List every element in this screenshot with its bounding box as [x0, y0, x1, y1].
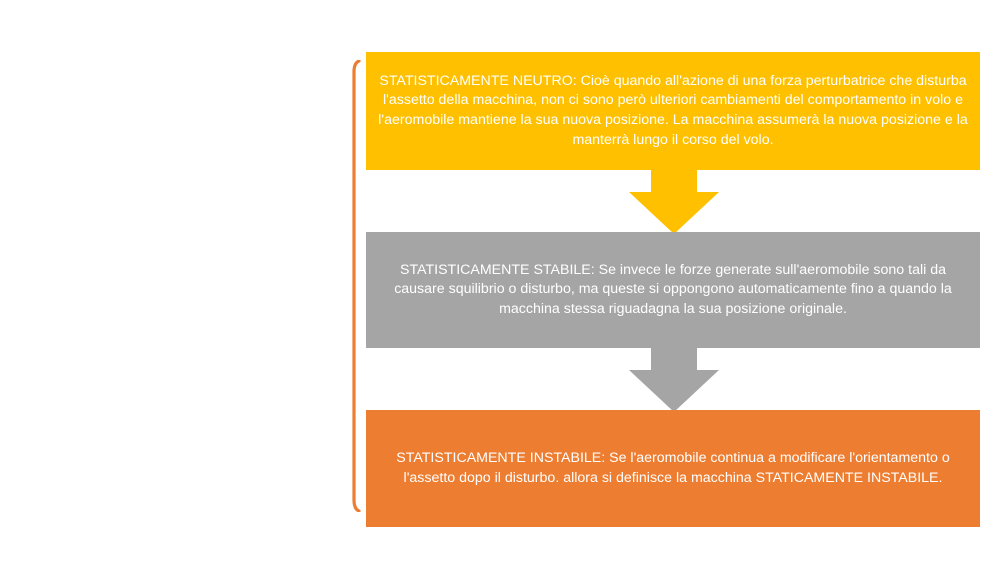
step-text-neutro: STATISTICAMENTE NEUTRO: Cioè quando all'azione di una forza perturbatrice che disturba l'assetto della macchina, non ci sono però ulteriori cambiamenti del comportamento in volo e l'aeromobile mantiene la sua nuova posizione. La macchina assumerà la nuova posizione e la manterrà lungo il corso del volo. — [378, 72, 968, 148]
step-box-stabile — [366, 232, 980, 348]
down-arrow-neutro-to-stabile — [629, 170, 719, 234]
step-box-instabile — [366, 410, 980, 527]
down-arrow-stabile-to-instabile — [629, 348, 719, 412]
step-box-neutro — [366, 52, 980, 170]
step-text-instabile: STATISTICAMENTE INSTABILE: Se l'aeromobile continua a modificare l'orientamento o l'assetto dopo il disturbo. allora si definisce la macchina STATICAMENTE INSTABILE. — [396, 449, 950, 486]
step-text-stabile: STATISTICAMENTE STABILE: Se invece le forze generate sull'aeromobile sono tali da causare squilibrio o disturbo, ma queste si oppongono automaticamente fino a quando la macchina stessa riguadagna la sua posizione originale. — [394, 261, 952, 317]
left-brace-bracket — [351, 60, 361, 512]
